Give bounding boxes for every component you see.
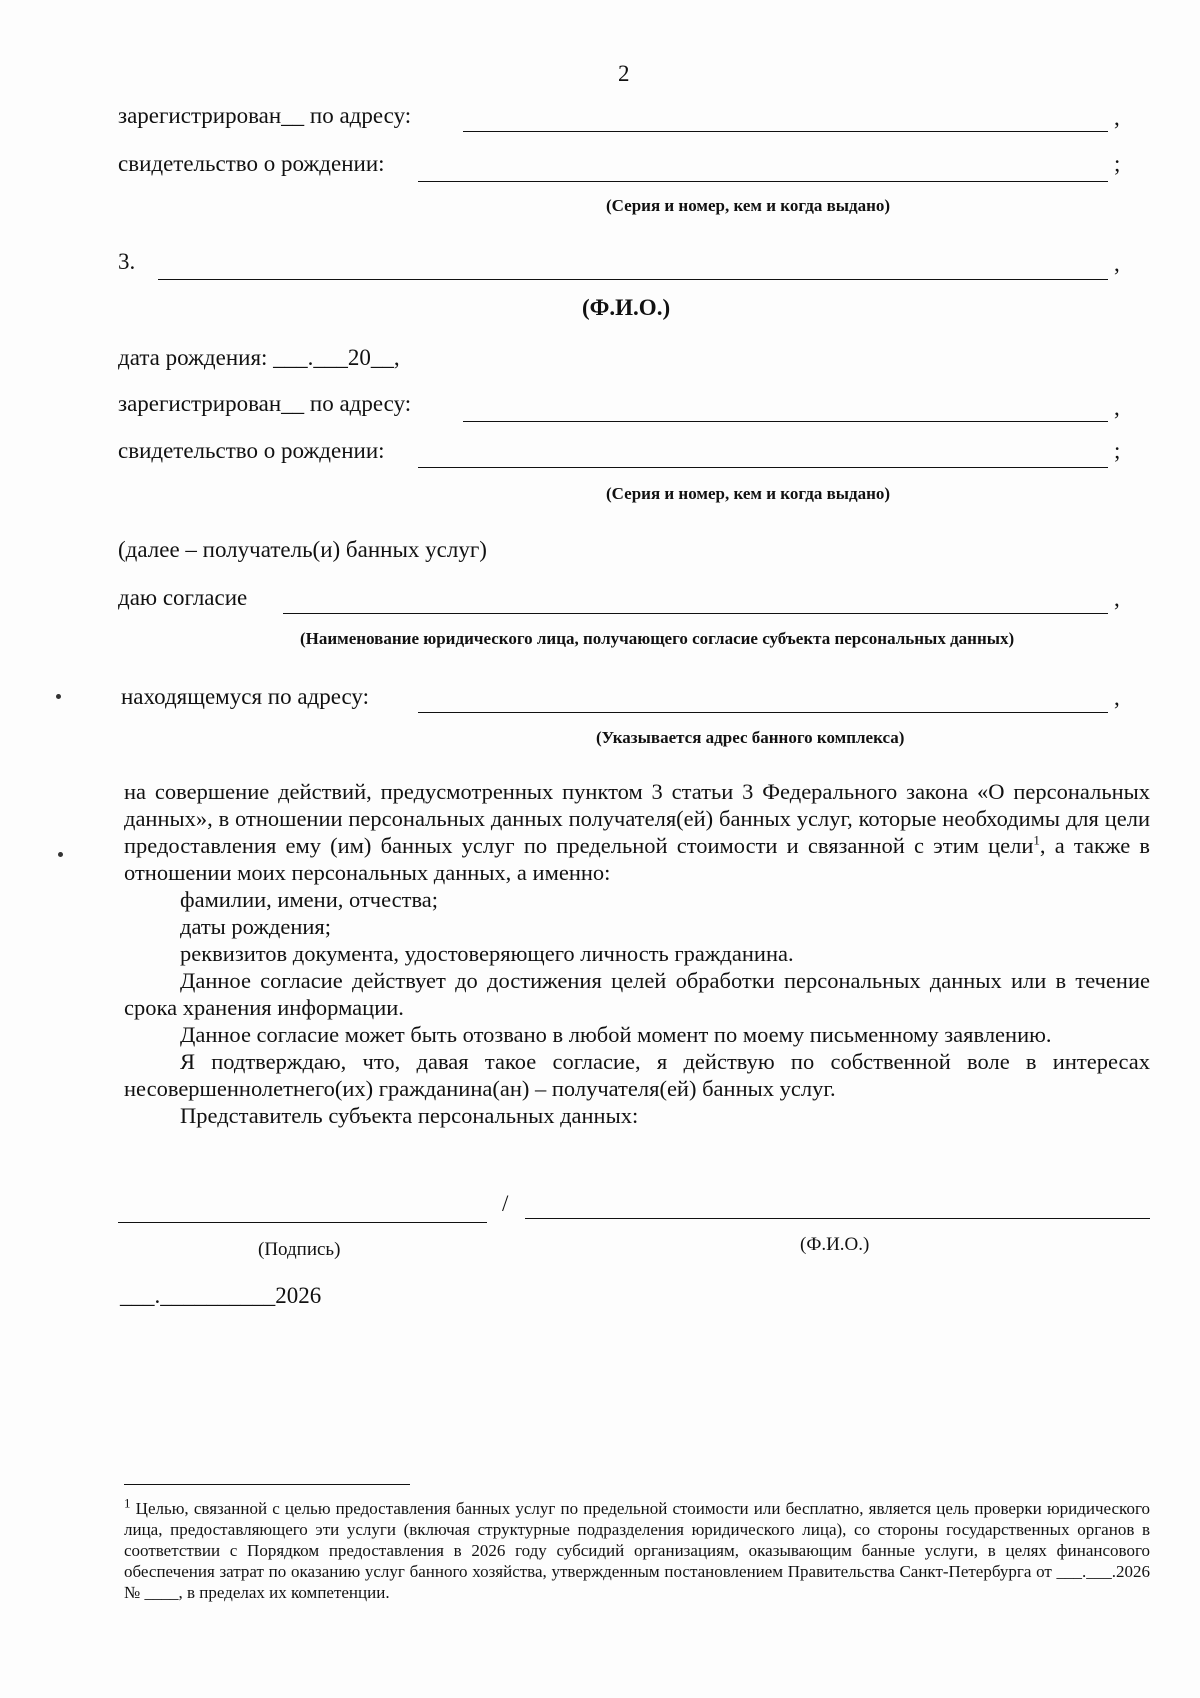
signature-fio-caption: (Ф.И.О.) (800, 1234, 870, 1255)
page-number: 2 (618, 61, 630, 86)
body-list-item: даты рождения; (180, 914, 332, 939)
consent-end: , (1114, 586, 1120, 611)
child2-registered-line[interactable] (463, 131, 1108, 132)
body-paragraph-4: Я подтверждаю, что, давая такое согласие, я действую по собственной воле в интересах несовершеннолетнего(их) гражданина(ан) – получателя(ей) банных услуг. (124, 1049, 1150, 1101)
scan-mark (56, 694, 61, 699)
child2-birth-cert-caption: (Серия и номер, кем и когда выдано) (606, 196, 891, 215)
body-list-item: фамилии, имени, отчества; (180, 887, 439, 912)
child2-registered-end: , (1114, 105, 1120, 130)
consent-body (124, 778, 1150, 1129)
body-paragraph-1: на совершение действий, предусмотренных пунктом 3 статьи 3 Федерального закона «О персональных данных», в отношении персональных данных получателя(ей) банных услуг, которые необходимы для цели предоставления ему (им) банных услуг по предельной стоимости и связанной с этим цели$^1$, а также в отношении моих персональных данных, а именно: (124, 779, 1150, 885)
consent-label: даю согласие (118, 585, 248, 610)
address-caption: (Указывается адрес банного комплекса) (596, 728, 905, 747)
address-line[interactable] (418, 712, 1108, 713)
child3-birth-cert-line[interactable] (418, 467, 1108, 468)
body-list-item: реквизитов документа, удостоверяющего личность гражданина. (180, 941, 794, 966)
footnote-ref: 1 (1033, 832, 1040, 848)
footnote-separator (124, 1484, 410, 1485)
signature-line[interactable] (118, 1222, 487, 1223)
footnote (124, 1495, 1150, 1603)
child2-birth-cert-end: ; (1114, 151, 1121, 176)
signature-fio-line[interactable] (525, 1218, 1150, 1219)
child3-birth-cert-end: ; (1114, 438, 1121, 463)
child3-registered-line[interactable] (463, 421, 1108, 422)
consent-caption: (Наименование юридического лица, получающего согласие субъекта персональных данных) (300, 629, 1015, 648)
address-label: находящемуся по адресу: (121, 684, 370, 709)
footnote-marker: 1 (124, 1495, 131, 1511)
child3-registered-label: зарегистрирован__ по адресу: (118, 391, 412, 416)
body-paragraph-3: Данное согласие может быть отозвано в любой момент по моему письменному заявлению. (180, 1022, 1052, 1047)
child2-birth-cert-label: свидетельство о рождении: (118, 151, 385, 176)
child3-registered-end: , (1114, 395, 1120, 420)
body-paragraph-2: Данное согласие действует до достижения целей обработки персональных данных или в течение срока хранения информации. (124, 968, 1150, 1020)
body-paragraph-5: Представитель субъекта персональных данных: (180, 1103, 639, 1128)
consent-line[interactable] (283, 613, 1108, 614)
child3-number: 3. (118, 249, 136, 274)
child3-fio-caption: (Ф.И.О.) (582, 295, 671, 320)
child3-number-end: , (1114, 251, 1120, 276)
child3-fio-line[interactable] (158, 279, 1108, 280)
signature-slash: / (502, 1191, 509, 1216)
child3-birth-cert-caption: (Серия и номер, кем и когда выдано) (606, 484, 891, 503)
address-end: , (1114, 685, 1120, 710)
recipients-note: (далее – получатель(и) банных услуг) (118, 537, 487, 562)
child3-birth-cert-label: свидетельство о рождении: (118, 438, 385, 463)
signature-caption: (Подпись) (258, 1239, 341, 1260)
child3-dob[interactable]: дата рождения: ___.___20__, (118, 345, 400, 370)
child2-birth-cert-line[interactable] (418, 181, 1108, 182)
scan-mark (58, 852, 63, 857)
signature-date[interactable]: ___.__________2026 (120, 1283, 322, 1308)
footnote-text: Целью, связанной с целью предоставления банных услуг по предельной стоимости или бесплатно, является цель проверки юридического лица, предоставляющего эти услуги (включая структурные подразделения юридического лица), со стороны государственных органов в соответствии с Порядком предоставления в 2026 году субсидий организациям, оказывающим банные услуги, в целях финансового обеспечения затрат по оказанию услуг банного хозяйства, утвержденным постановлением Правительства Санкт-Петербурга от ___.___.2026 № ____, в пределах их компетенции. (124, 1499, 1150, 1602)
child2-registered-label: зарегистрирован__ по адресу: (118, 103, 412, 128)
